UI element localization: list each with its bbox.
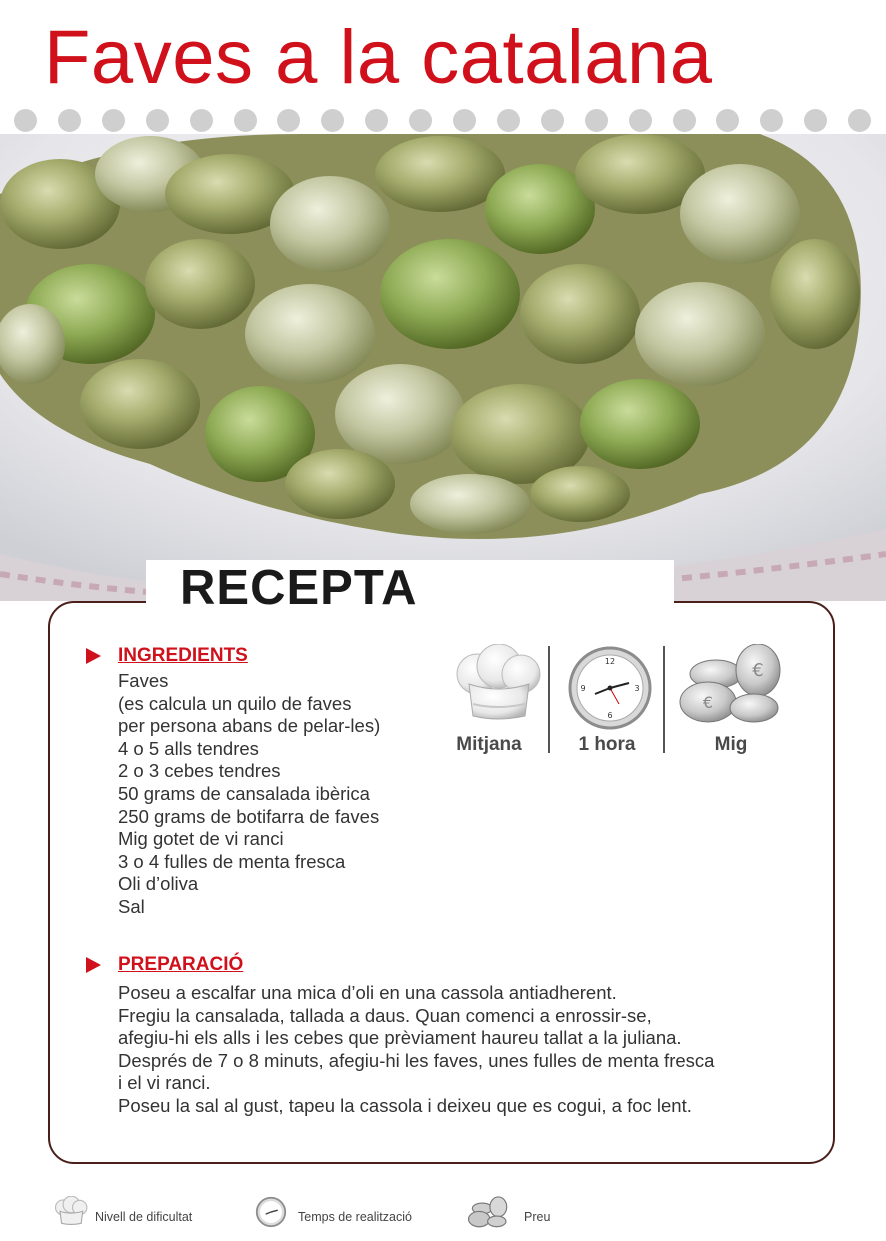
time-value: 1 hora bbox=[578, 734, 636, 755]
ingredient-item: 3 o 4 fulles de menta fresca bbox=[118, 850, 346, 872]
decorative-dot bbox=[453, 109, 476, 132]
ingredient-item: Faves bbox=[118, 670, 169, 691]
dish-photo bbox=[0, 134, 886, 601]
chef-hat-icon bbox=[54, 1196, 88, 1233]
decorative-dot bbox=[234, 109, 257, 132]
coins-icon bbox=[676, 644, 776, 733]
decorative-dot bbox=[146, 109, 169, 132]
chef-hat-icon bbox=[448, 644, 548, 733]
preparation-line: afegiu-hi els alls i les cebes que prèviament haureu tallat a la juliana. bbox=[118, 1027, 682, 1049]
ingredient-item: 4 o 5 alls tendres bbox=[118, 737, 259, 759]
preparation-line: Després de 7 o 8 minuts, afegiu-hi les faves, unes fulles de menta fresca bbox=[118, 1049, 715, 1071]
bullet-triangle-icon bbox=[86, 648, 101, 664]
coins-icon bbox=[467, 1196, 509, 1235]
legend-price-label: Preu bbox=[524, 1210, 551, 1224]
svg-text:12: 12 bbox=[604, 657, 616, 666]
decorative-dot-row bbox=[14, 109, 874, 133]
legend-time-label: Temps de realització bbox=[298, 1210, 412, 1224]
svg-text:6: 6 bbox=[607, 711, 613, 720]
decorative-dot bbox=[365, 109, 388, 132]
decorative-dot bbox=[585, 109, 608, 132]
decorative-dot bbox=[58, 109, 81, 132]
difficulty-value: Mitjana bbox=[456, 734, 522, 755]
decorative-dot bbox=[848, 109, 871, 132]
ingredient-item: 250 grams de botifarra de faves bbox=[118, 805, 380, 827]
decorative-dot bbox=[497, 109, 520, 132]
svg-text:3: 3 bbox=[634, 684, 640, 693]
decorative-dot bbox=[629, 109, 652, 132]
decorative-dot bbox=[760, 109, 783, 132]
svg-text:€: € bbox=[752, 660, 764, 681]
preparation-steps bbox=[118, 982, 714, 1118]
ingredients-heading: INGREDIENTS bbox=[118, 645, 248, 666]
ingredient-item: (es calcula un quilo de faves bbox=[118, 692, 352, 714]
ingredient-item: 50 grams de cansalada ibèrica bbox=[118, 782, 370, 804]
recipe-title: Faves a la catalana bbox=[44, 15, 713, 100]
preparation-heading: PREPARACIÓ bbox=[118, 954, 244, 975]
ingredient-item: Oli d’oliva bbox=[118, 873, 199, 895]
bullet-triangle-icon bbox=[86, 957, 101, 973]
clock-icon bbox=[255, 1196, 287, 1233]
ingredient-item: per persona abans de pelar-les) bbox=[118, 715, 381, 737]
ingredients-list bbox=[118, 670, 380, 919]
price-value: Mig bbox=[714, 734, 748, 755]
svg-text:9: 9 bbox=[580, 684, 586, 693]
info-divider bbox=[663, 646, 665, 753]
decorative-dot bbox=[321, 109, 344, 132]
preparation-line: Fregiu la cansalada, tallada a daus. Quan comenci a enrossir-se, bbox=[118, 1004, 652, 1026]
preparation-line: Poseu la sal al gust, tapeu la cassola i deixeu que es cogui, a foc lent. bbox=[118, 1094, 692, 1116]
decorative-dot bbox=[716, 109, 739, 132]
info-divider bbox=[548, 646, 550, 753]
decorative-dot bbox=[14, 109, 37, 132]
decorative-dot bbox=[409, 109, 432, 132]
preparation-line: i el vi ranci. bbox=[118, 1072, 211, 1094]
decorative-dot bbox=[804, 109, 827, 132]
decorative-dot bbox=[541, 109, 564, 132]
ingredient-item: 2 o 3 cebes tendres bbox=[118, 760, 281, 782]
clock-icon bbox=[560, 644, 660, 737]
decorative-dot bbox=[277, 109, 300, 132]
decorative-dot bbox=[673, 109, 696, 132]
svg-text:€: € bbox=[702, 693, 714, 712]
legend-difficulty-label: Nivell de dificultat bbox=[95, 1210, 193, 1224]
decorative-dot bbox=[190, 109, 213, 132]
ingredient-item: Sal bbox=[118, 895, 145, 917]
ingredient-item: Mig gotet de vi ranci bbox=[118, 828, 284, 850]
recepta-heading: RECEPTA bbox=[146, 560, 674, 616]
decorative-dot bbox=[102, 109, 125, 132]
preparation-line: Poseu a escalfar una mica d’oli en una cassola antiadherent. bbox=[118, 982, 617, 1003]
